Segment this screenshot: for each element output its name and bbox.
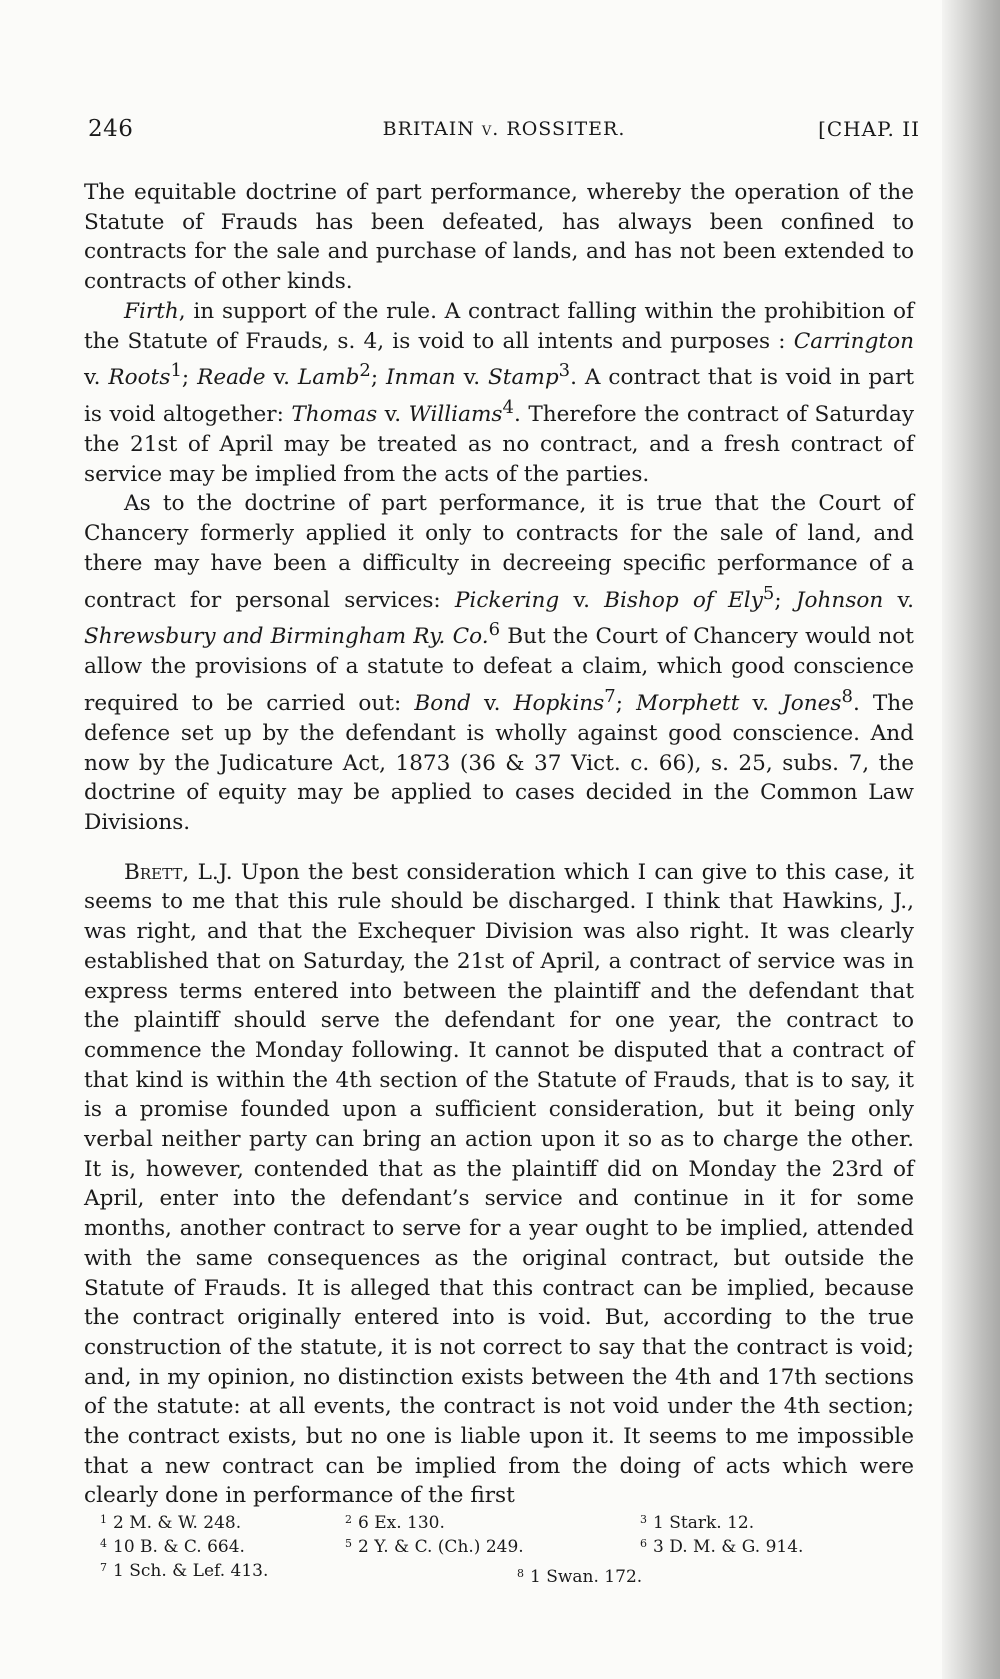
case-name: Stamp [488,365,559,391]
case-name: Bond [414,691,471,717]
paragraph-3: As to the doctrine of part performance, it is true that the Court of Chancery formerly applied it only to contracts for the sale of land, and there may have been a difficulty in decreeing specific performance of a contract for personal services: Pickering v. Bishop of Ely$^5$; Johnson v. Shrewsbury and Birmingham Ry. Co.$^6$ But the Court of Chancery would not allow the provisions of a statute to defeat a claim, which good conscience required to be carried out: Bond v. Hopkins$^7$; Morphett v. Jones$^8$. The defence set up by the defendant is wholly against good conscience. And now by the Judicature Act, 1873 (36 & 37 Vict. c. 66), s. 25, subs. 7, the doctrine of equity may be applied to cases decided in the Common Law Divisions. [84,491,914,835]
page-number: 246 [88,116,134,142]
footnote: $^6$ 3 D. M. & G. 914. [640,1537,804,1557]
footnote: $^1$ 2 M. & W. 248. [100,1513,242,1533]
case-name: Jones [782,691,842,717]
case-name: Inman [386,365,456,391]
case-name: Johnson [795,587,884,613]
case-name: Williams [408,402,503,428]
paragraph-2: Firth, in support of the rule. A contract falling within the prohibition of the Statute of Frauds, s. 4, is void to all intents and purposes : Carrington v. Roots$^1$; Reade v. Lamb$^2$; Inman v. Stamp$^3$. A contract that is void in part is void altogether: Thomas v. Williams$^4$. Therefore the contract of Saturday the 21st of April may be treated as no contract, and a fresh contract of service may be implied from the acts of the parties. [84,298,915,487]
footnote: $^3$ 1 Stark. 12. [640,1513,755,1533]
footnote: $^2$ 6 Ex. 130. [345,1513,445,1533]
case-name: Thomas [291,402,378,428]
footnote-ref: 3 [558,360,571,382]
footnote-row [100,1508,860,1532]
case-name: Shrewsbury and Birmingham Ry. Co. [84,624,489,650]
binding-shadow [942,0,1000,1679]
footnotes [100,1508,860,1587]
footnote: $^4$ 10 B. & C. 664. [100,1537,245,1557]
footnote-ref: 8 [841,686,853,707]
footnote: $^7$ 1 Sch. & Lef. 413. [100,1561,269,1581]
footnote-ref: 6 [488,619,501,641]
footnote-ref: 4 [502,397,514,419]
case-name: Reade [197,365,266,391]
case-name: Pickering [454,587,560,613]
footnote-ref: 5 [762,582,775,604]
page-body [84,178,914,1511]
footnote-ref: 2 [359,360,371,382]
chapter-label: [CHAP. II [818,117,920,141]
case-name: Bishop of Ely [604,587,763,613]
counsel-name: Firth [124,298,179,324]
paragraph-1: The equitable doctrine of part performance, whereby the operation of the Statute of Frauds has been defeated, has always been confined to contracts for the sale and purchase of lands, and has not been extended to contracts of other kinds. [84,180,914,295]
case-name: Morphett [636,691,740,717]
case-name: Carrington [793,328,914,354]
judge-name: Brett [124,859,183,885]
case-name: Lamb [297,365,360,391]
footnote: $^5$ 2 Y. & C. (Ch.) 249. [345,1537,524,1557]
paragraph-4: Brett, L.J. Upon the best consideration which I can give to this case, it seems to me that this rule should be discharged. I think that Hawkins, J., was right, and that the Exchequer Division was also right. It was clearly established that on Saturday, the 21st of April, a contract of service was in express terms entered into between the plaintiff and the defendant that the plaintiff should serve the defendant for one year, the contract to commence the Monday following. It cannot be disputed that a contract of that kind is within the 4th section of the Statute of Frauds, that is to say, it is a promise founded upon a sufficient consideration, but it being only verbal neither party can bring an action upon it so as to charge the other. It is, however, contended that as the plaintiff did on Monday the 23rd of April, enter into the defendant’s service and continue in it for some months, another contract to serve for a year ought to be implied, attended with the same consequences as the original contract, but outside the Statute of Frauds. It is alleged that this contract can be implied, because the contract originally entered into is void. But, according to the true construction of the statute, it is not correct to say that the contract is void; and, in my opinion, no distinction exists between the 4th and 17th sections of the statute: at all events, the contract is not void under the 4th section; the contract exists, but no one is liable upon it. It seems to me impossible that a new contract can be implied from the doing of acts which were clearly done in performance of the first [84,859,914,1509]
case-name: Roots [108,365,171,391]
page-header [88,116,920,156]
footnote-row [100,1532,860,1556]
footnote: $^8$ 1 Swan. 172. [517,1567,643,1587]
case-name: Hopkins [513,691,605,717]
footnote-ref: 7 [604,686,616,707]
footnote-ref: 1 [170,360,182,382]
footnote-row [100,1556,860,1587]
running-title: BRITAIN v. ROSSITER. [382,118,626,140]
